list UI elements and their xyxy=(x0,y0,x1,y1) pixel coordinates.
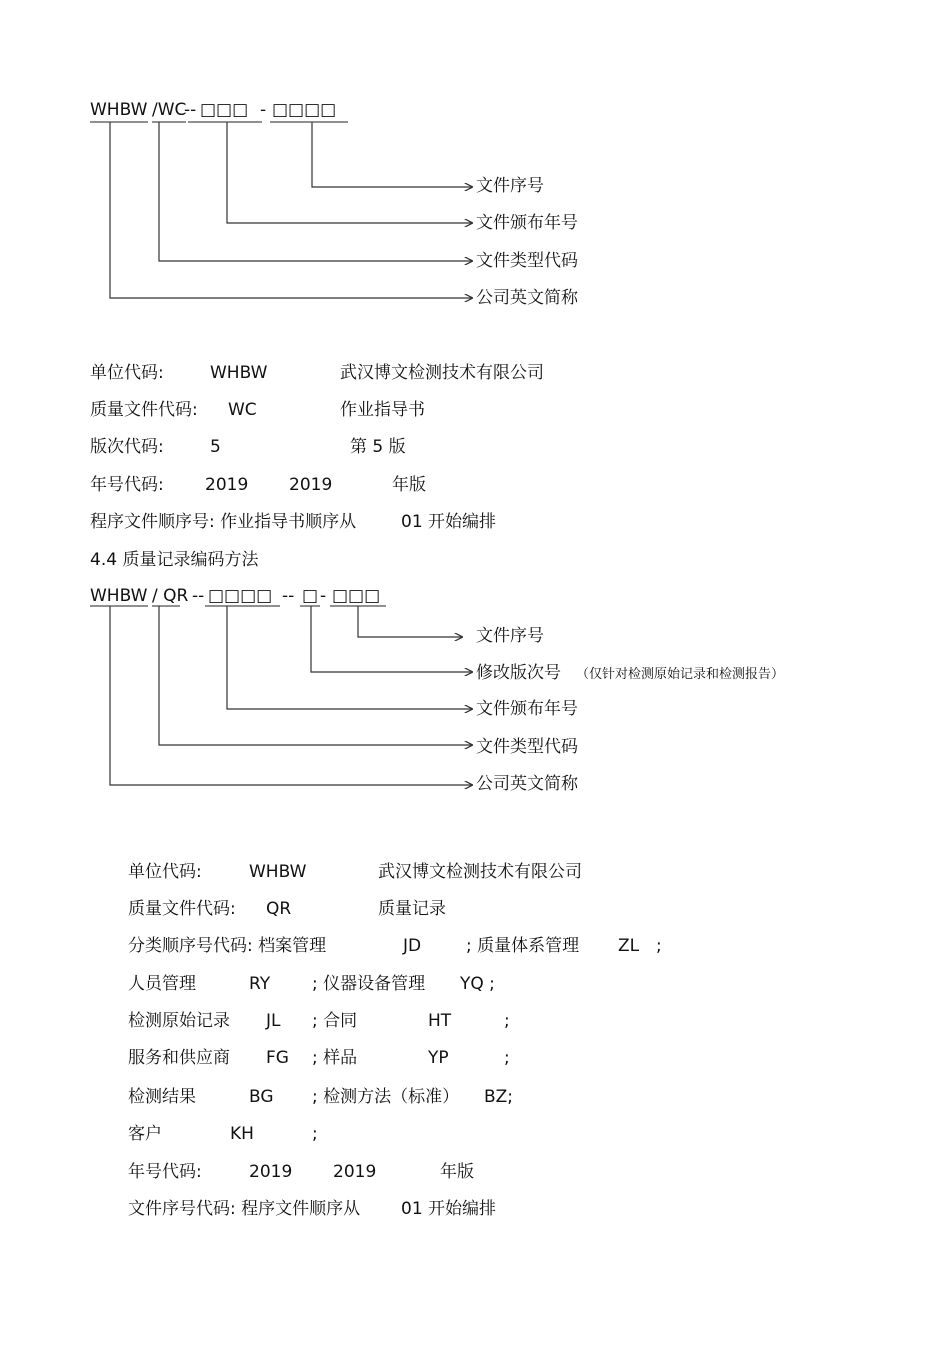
row-code: KH xyxy=(230,1124,254,1144)
code-year: □□□□ xyxy=(208,586,273,606)
row-code: BG xyxy=(249,1087,274,1107)
row-code: QR xyxy=(266,899,292,919)
row-sep: ; xyxy=(312,1124,318,1144)
row-label: 质量文件代码: xyxy=(90,400,198,420)
row-desc: 质量记录 xyxy=(378,899,446,919)
code-type: / QR xyxy=(152,586,189,606)
label-serial: 文件序号 xyxy=(476,176,544,196)
row-code: YP xyxy=(428,1048,449,1068)
row-desc: 01 开始编排 xyxy=(401,1199,497,1219)
label-type: 文件类型代码 xyxy=(476,737,578,757)
row-sep: ; xyxy=(504,1048,510,1068)
row-sep: ; xyxy=(504,1011,510,1031)
row-label: 客户 xyxy=(128,1124,162,1144)
row-desc: 年版 xyxy=(392,475,426,495)
row-label: ; 检测方法（标准） xyxy=(312,1087,460,1107)
label-revision-note: （仅针对检测原始记录和检测报告） xyxy=(576,667,785,682)
row-label: 检测原始记录 xyxy=(128,1011,230,1031)
code-revision: □ xyxy=(302,586,319,606)
row-label: 人员管理 xyxy=(128,974,196,994)
row-desc: 01 开始编排 xyxy=(401,512,497,532)
row-label: ; 合同 xyxy=(312,1011,358,1031)
row-code: 2019 xyxy=(205,475,249,495)
row-code: JL xyxy=(266,1011,281,1031)
row-label: ; 样品 xyxy=(312,1048,358,1068)
code-serial: □□□ xyxy=(332,586,381,606)
row-label: 单位代码: xyxy=(90,363,164,383)
row-label: 检测结果 xyxy=(128,1087,196,1107)
row-label: 年号代码: xyxy=(90,475,164,495)
row-desc: 作业指导书 xyxy=(340,400,425,420)
code-sep: - xyxy=(320,586,327,606)
row-code: WC xyxy=(228,400,257,420)
row-code: RY xyxy=(249,974,271,994)
row-code: 2019 xyxy=(289,475,333,495)
row-code: 2019 xyxy=(249,1162,293,1182)
row-code: 2019 xyxy=(333,1162,377,1182)
code-sep: -- xyxy=(282,586,295,606)
row-label: 年号代码: xyxy=(128,1162,202,1182)
row-code: HT xyxy=(428,1011,452,1031)
code-sep: -- xyxy=(184,100,197,120)
row-desc: 第 5 版 xyxy=(350,437,406,457)
label-serial: 文件序号 xyxy=(476,626,544,646)
row-label: ; 质量体系管理 xyxy=(466,936,580,956)
code-sep: - xyxy=(260,100,267,120)
row-label: 程序文件顺序号: 作业指导书顺序从 xyxy=(90,512,357,532)
label-year: 文件颁布年号 xyxy=(476,213,578,233)
row-label: 质量文件代码: xyxy=(128,899,236,919)
row-label: 服务和供应商 xyxy=(128,1048,230,1068)
label-year: 文件颁布年号 xyxy=(476,699,578,719)
code-company: WHBW xyxy=(90,100,148,120)
row-code: BZ; xyxy=(484,1087,514,1107)
row-code: JD xyxy=(403,936,422,956)
row-desc: 武汉博文检测技术有限公司 xyxy=(340,363,544,383)
row-code: WHBW xyxy=(210,363,268,383)
row-code: 5 xyxy=(210,437,221,457)
label-revision: 修改版次号 xyxy=(476,663,561,683)
label-company: 公司英文简称 xyxy=(476,774,578,794)
row-label: ; 仪器设备管理 xyxy=(312,974,426,994)
row-desc: 年版 xyxy=(440,1162,474,1182)
row-code: ZL xyxy=(618,936,640,956)
code-sep: -- xyxy=(192,586,205,606)
row-code: WHBW xyxy=(249,862,307,882)
row-desc: 武汉博文检测技术有限公司 xyxy=(378,862,582,882)
row-label: 单位代码: xyxy=(128,862,202,882)
code-type: /WC xyxy=(152,100,187,120)
row-sep: ; xyxy=(656,936,662,956)
section-heading: 4.4 质量记录编码方法 xyxy=(90,550,259,570)
code-company: WHBW xyxy=(90,586,148,606)
row-code: FG xyxy=(266,1048,289,1068)
code-serial: □□□□ xyxy=(272,100,337,120)
row-code: YQ ; xyxy=(460,974,495,994)
row-label: 文件序号代码: 程序文件顺序从 xyxy=(128,1199,361,1219)
code-year: □□□ xyxy=(200,100,249,120)
row-label: 分类顺序号代码: 档案管理 xyxy=(128,936,327,956)
row-label: 版次代码: xyxy=(90,437,164,457)
label-company: 公司英文简称 xyxy=(476,288,578,308)
label-type: 文件类型代码 xyxy=(476,251,578,271)
